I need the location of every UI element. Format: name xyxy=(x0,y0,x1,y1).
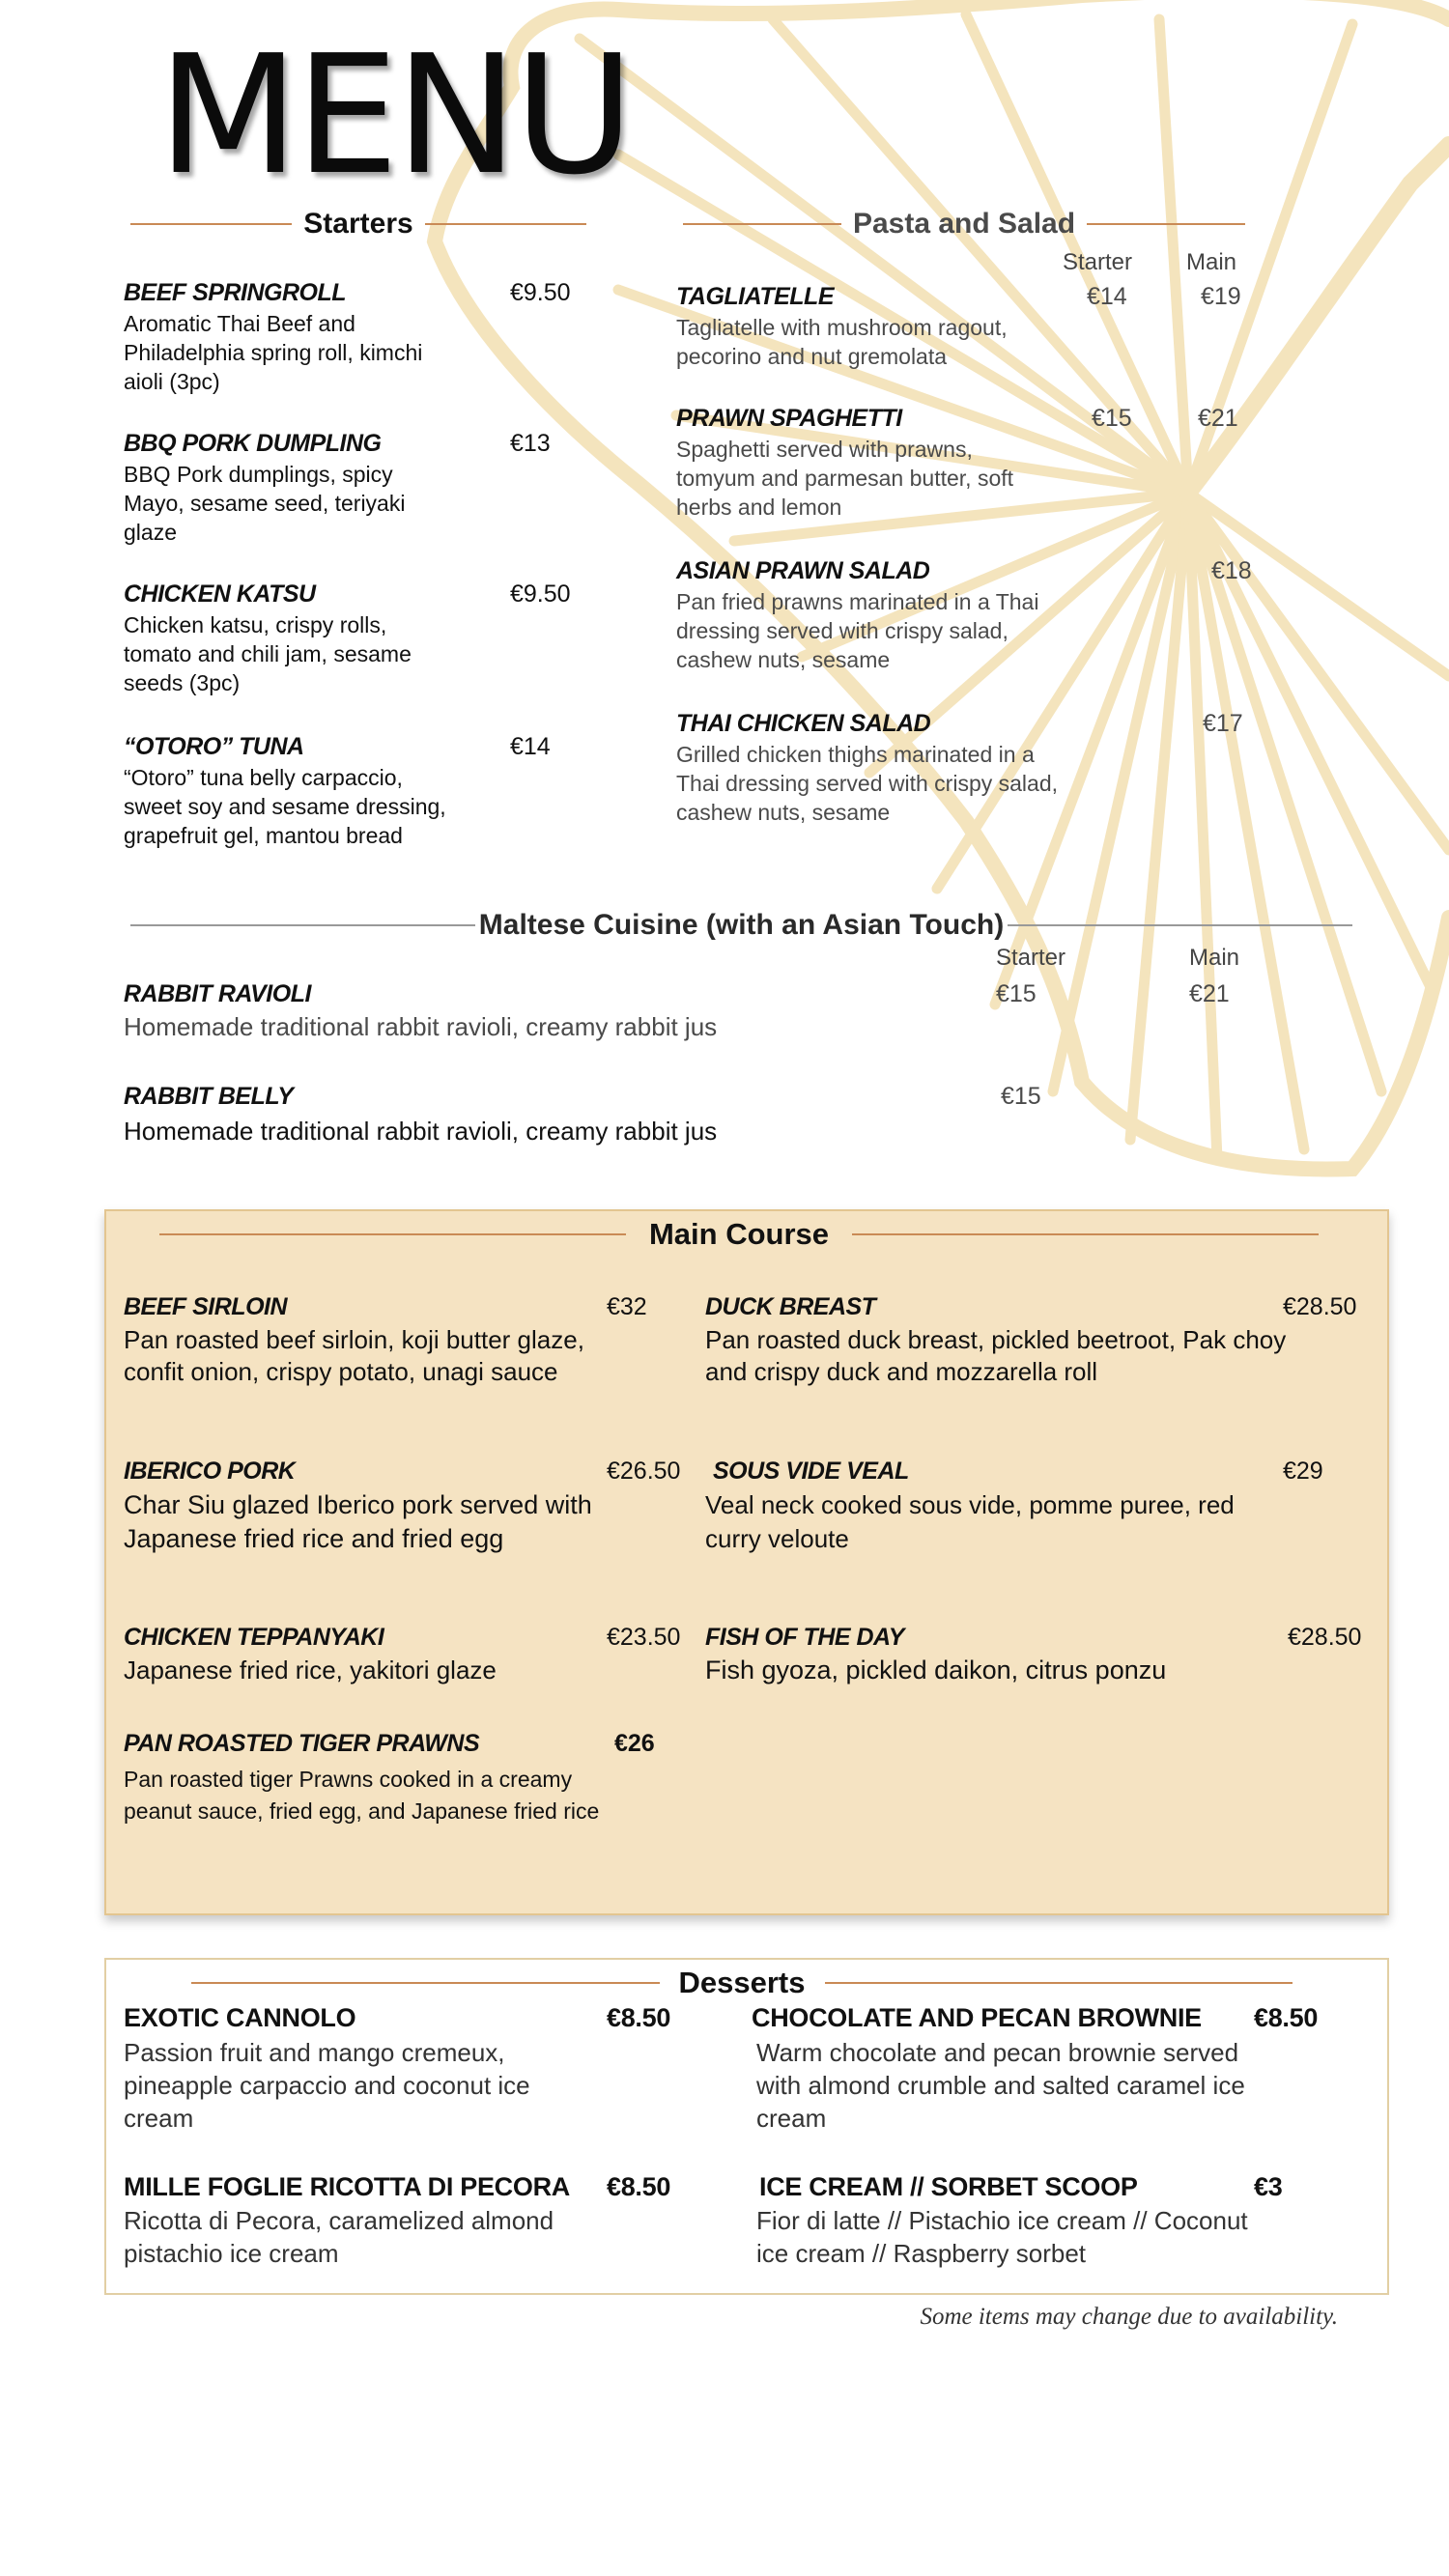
item-name: RABBIT RAVIOLI xyxy=(124,980,311,1007)
item-starter-price: €14 xyxy=(1087,283,1127,310)
item-name: CHOCOLATE AND PECAN BROWNIE xyxy=(752,2003,1202,2032)
item-name: RABBIT BELLY xyxy=(124,1083,294,1110)
main-course-heading: Main Course xyxy=(648,1217,830,1251)
item-description: Char Siu glazed Iberico pork served with Japanese fried rice and fried egg xyxy=(124,1490,592,1553)
item-starter-price: €15 xyxy=(1001,1083,1041,1110)
item-price: €29 xyxy=(1283,1458,1323,1485)
desserts-heading: Desserts xyxy=(678,1966,806,1999)
item-name: CHICKEN TEPPANYAKI xyxy=(124,1624,384,1651)
item-description: Tagliatelle with mushroom ragout, pecorino and nut gremolata xyxy=(676,315,1008,369)
item-name: THAI CHICKEN SALAD xyxy=(676,710,931,737)
item-price: €8.50 xyxy=(607,2172,671,2201)
pasta-col-main: Main xyxy=(1186,249,1237,275)
item-main-price: €19 xyxy=(1201,283,1241,310)
item-price: €32 xyxy=(607,1293,647,1320)
item-name: EXOTIC CANNOLO xyxy=(124,2003,356,2032)
item-name: DUCK BREAST xyxy=(705,1293,876,1320)
item-description: Chicken katsu, crispy rolls, tomato and chili jam, sesame seeds (3pc) xyxy=(124,612,412,695)
item-description: Pan fried prawns marinated in a Thai dressing served with crispy salad, cashew nuts, sesame xyxy=(676,589,1039,672)
item-starter-price: €15 xyxy=(996,980,1037,1007)
pasta-heading: Pasta and Salad xyxy=(852,208,1076,240)
maltese-header xyxy=(130,906,1352,945)
item-main-price: €18 xyxy=(1211,557,1252,584)
item-description: Aromatic Thai Beef and Philadelphia spring roll, kimchi aioli (3pc) xyxy=(124,311,423,394)
item-description: Grilled chicken thighs marinated in a Thai dressing served with crispy salad, cashew nuts, sesame xyxy=(676,742,1058,825)
maltese-heading: Maltese Cuisine (with an Asian Touch) xyxy=(478,909,1005,941)
item-description: Ricotta di Pecora, caramelized almond pistachio ice cream xyxy=(124,2206,554,2268)
item-name: ASIAN PRAWN SALAD xyxy=(676,557,930,584)
pasta-header xyxy=(683,205,1245,243)
item-price: €23.50 xyxy=(607,1624,681,1651)
item-description: Homemade traditional rabbit ravioli, creamy rabbit jus xyxy=(124,1012,718,1041)
item-description: Pan roasted duck breast, pickled beetroot, Pak choy and crispy duck and mozzarella roll xyxy=(705,1325,1287,1386)
main-course-header xyxy=(159,1215,1319,1254)
item-description: Japanese fried rice, yakitori glaze xyxy=(124,1656,497,1684)
maltese-col-starter: Starter xyxy=(996,945,1066,971)
item-price: €28.50 xyxy=(1288,1624,1362,1651)
item-name: “OTORO” TUNA xyxy=(124,733,304,760)
item-name: PAN ROASTED TIGER PRAWNS xyxy=(124,1730,480,1757)
item-price: €8.50 xyxy=(607,2003,671,2032)
item-description: BBQ Pork dumplings, spicy Mayo, sesame seed, teriyaki glaze xyxy=(124,462,406,545)
item-name: FISH OF THE DAY xyxy=(705,1624,904,1651)
menu-title: MENU xyxy=(157,20,631,212)
item-name: BEEF SPRINGROLL xyxy=(124,279,347,306)
item-price: €13 xyxy=(510,430,551,457)
item-description: Pan roasted tiger Prawns cooked in a creamy peanut sauce, fried egg, and Japanese fried rice xyxy=(124,1767,600,1824)
item-main-price: €17 xyxy=(1203,710,1243,737)
item-description: Passion fruit and mango cremeux, pineapple carpaccio and coconut ice cream xyxy=(124,2038,530,2133)
item-description: Fish gyoza, pickled daikon, citrus ponzu xyxy=(705,1656,1167,1684)
item-description: “Otoro” tuna belly carpaccio, sweet soy and sesame dressing, grapefruit gel, mantou bread xyxy=(124,765,446,848)
item-description: Warm chocolate and pecan brownie served with almond crumble and salted caramel ice cream xyxy=(756,2038,1245,2133)
item-price: €28.50 xyxy=(1283,1293,1357,1320)
starters-heading: Starters xyxy=(303,208,413,240)
item-name: PRAWN SPAGHETTI xyxy=(676,405,902,432)
item-price: €9.50 xyxy=(510,279,571,306)
item-main-price: €21 xyxy=(1198,405,1238,432)
item-name: MILLE FOGLIE RICOTTA DI PECORA xyxy=(124,2172,570,2201)
item-name: BBQ PORK DUMPLING xyxy=(124,430,382,457)
availability-note: Some items may change due to availability. xyxy=(920,2304,1338,2330)
item-price: €3 xyxy=(1254,2172,1283,2201)
item-price: €14 xyxy=(510,733,551,760)
item-description: Spaghetti served with prawns, tomyum and parmesan butter, soft herbs and lemon xyxy=(676,437,1014,520)
item-starter-price: €15 xyxy=(1092,405,1132,432)
item-description: Veal neck cooked sous vide, pomme puree, red curry veloute xyxy=(705,1490,1235,1553)
item-price: €26 xyxy=(614,1730,655,1757)
item-name: BEEF SIRLOIN xyxy=(124,1293,288,1320)
item-description: Pan roasted beef sirloin, koji butter glaze, confit onion, crispy potato, unagi sauce xyxy=(124,1325,584,1386)
item-name: SOUS VIDE VEAL xyxy=(713,1458,909,1485)
item-price: €8.50 xyxy=(1254,2003,1319,2032)
item-name: TAGLIATELLE xyxy=(676,283,834,310)
item-price: €9.50 xyxy=(510,580,571,608)
item-name: CHICKEN KATSU xyxy=(124,580,316,608)
item-description: Homemade traditional rabbit ravioli, creamy rabbit jus xyxy=(124,1117,718,1146)
item-main-price: €21 xyxy=(1189,980,1230,1007)
starters-header xyxy=(130,205,586,243)
maltese-col-main: Main xyxy=(1189,945,1240,971)
desserts-header xyxy=(191,1964,1293,2002)
item-price: €26.50 xyxy=(607,1458,681,1485)
item-description: Fior di latte // Pistachio ice cream // Coconut ice cream // Raspberry sorbet xyxy=(756,2206,1248,2268)
item-name: ICE CREAM // SORBET SCOOP xyxy=(759,2172,1138,2201)
pasta-col-starter: Starter xyxy=(1063,249,1133,275)
item-name: IBERICO PORK xyxy=(124,1458,296,1485)
